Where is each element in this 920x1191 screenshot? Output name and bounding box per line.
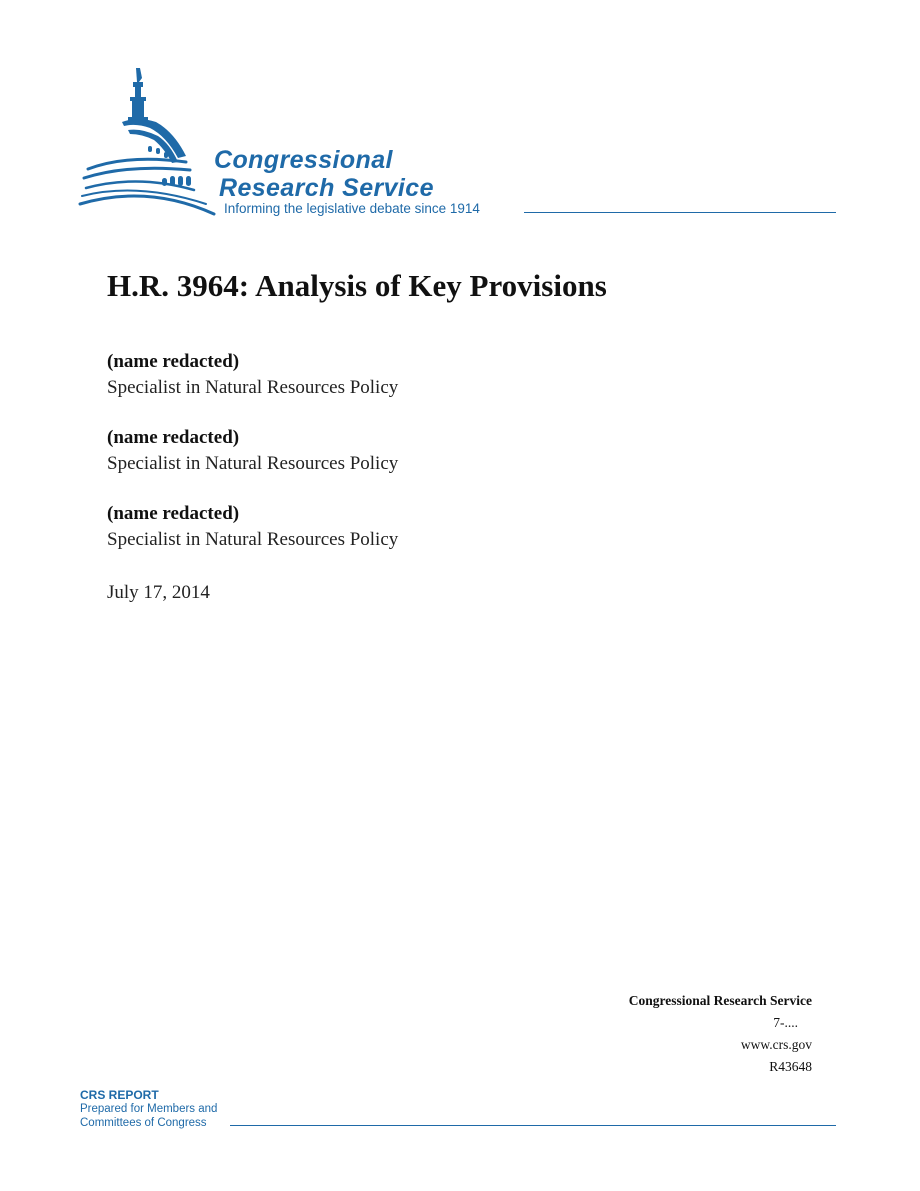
report-date: July 17, 2014: [107, 582, 210, 603]
publisher-phone: 7-....: [773, 1015, 798, 1030]
author-entry: [107, 501, 707, 553]
logo-wordmark: [214, 146, 434, 202]
author-title: Specialist in Natural Resources Policy: [107, 377, 399, 398]
footer-line-1: Prepared for Members and: [80, 1103, 218, 1115]
footer-label: CRS REPORT: [80, 1088, 159, 1102]
author-name: (name redacted): [107, 427, 240, 448]
logo-tagline: Informing the legislative debate since 1914: [224, 201, 480, 216]
author-name: (name redacted): [107, 503, 240, 524]
author-entry: [107, 349, 707, 401]
logo-line-1: Congressional: [214, 146, 393, 174]
footer-rule: [230, 1125, 836, 1126]
publisher-block: [629, 990, 812, 1078]
author-title: Specialist in Natural Resources Policy: [107, 529, 399, 550]
footer-line-2: Committees of Congress: [80, 1117, 207, 1129]
capitol-dome-icon: [78, 66, 218, 216]
report-title: H.R. 3964: Analysis of Key Provisions: [107, 268, 607, 303]
publisher-website-link[interactable]: www.crs.gov: [740, 1037, 812, 1052]
author-name: (name redacted): [107, 351, 240, 372]
report-number: R43648: [769, 1059, 812, 1074]
header-rule: [524, 212, 836, 213]
publisher-name: Congressional Research Service: [628, 993, 812, 1008]
footer: [80, 1088, 840, 1130]
crs-logo: [78, 66, 838, 226]
logo-line-2: Research Service: [219, 174, 434, 202]
author-entry: [107, 425, 707, 477]
author-title: Specialist in Natural Resources Policy: [107, 453, 399, 474]
author-list: [107, 349, 707, 577]
